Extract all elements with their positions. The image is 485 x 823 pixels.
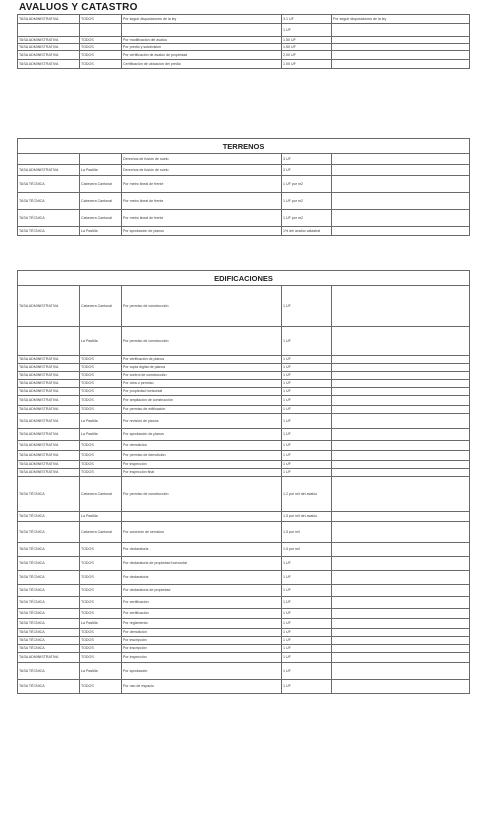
table-row [18,176,470,193]
table-cell: Por permiso de construcción [122,477,282,512]
table-cell [332,193,470,210]
table-row [18,637,470,645]
table-cell: TODOS [80,571,122,585]
table-row [18,414,470,429]
table-cell [332,597,470,609]
table-cell [332,645,470,653]
table-cell: Cabecera Cantonal [80,210,122,227]
table-cell: La Pastilla [80,512,122,522]
table-cell: 1 UF [282,619,332,629]
table-cell: 3 UF [282,165,332,176]
table-cell: TASA TÉCNICA [18,680,80,694]
table-cell [332,60,470,69]
table-cell: TASA ADMINISTRATIVA [18,286,80,327]
table-cell: La Pastilla [80,663,122,680]
table-cell: La Pastilla [80,327,122,356]
table-cell: TODOS [80,597,122,609]
table-cell: TODOS [80,461,122,469]
table-cell: TASA TÉCNICA [18,571,80,585]
table-row [18,327,470,356]
table-cell: 1 UF [282,380,332,388]
table-cell: TODOS [80,543,122,557]
edificaciones-header: EDIFICACIONES [18,271,470,286]
table-row [18,451,470,461]
table-cell [18,154,80,165]
table-row [18,680,470,694]
table-cell: 1 UF [282,663,332,680]
table-cell [332,619,470,629]
table-cell [332,522,470,543]
table-row [18,44,470,51]
table-cell: 1 UF [282,429,332,441]
table-cell: Por demolición [122,629,282,637]
page-title: AVALUOS Y CATASTRO [19,2,138,13]
table-row [18,388,470,396]
table-cell: TODOS [80,44,122,51]
table-cell: TODOS [80,637,122,645]
table-cell [332,414,470,429]
table-cell: 1.50 UF [282,37,332,44]
table-cell: TASA ADMINISTRATIVA [18,51,80,60]
table-cell: Por conexión de servicios [122,522,282,543]
table-row [18,193,470,210]
table-cell: Cabecera Cantonal [80,477,122,512]
table-row [18,406,470,414]
table-cell: TODOS [80,388,122,396]
table-cell: TASA ADMINISTRATIVA [18,388,80,396]
table-cell: Por metro lineal de frente [122,176,282,193]
table-cell: 1 UF [282,388,332,396]
table-cell: TASA TÉCNICA [18,629,80,637]
table-cell: TASA ADMINISTRATIVA [18,364,80,372]
table-cell [332,356,470,364]
table-cell: TODOS [80,557,122,571]
table-row [18,286,470,327]
table-cell [332,653,470,663]
table-cell: Por verificación de planos [122,356,282,364]
table-cell: Por permiso de edificación [122,406,282,414]
table-cell: Por certificación de avalúo de propiedad [122,51,282,60]
table-row [18,522,470,543]
table-cell: 1 UF [282,372,332,380]
table-cell: TASA ADMINISTRATIVA [18,406,80,414]
table-cell: TASA ADMINISTRATIVA [18,653,80,663]
table-cell [332,543,470,557]
table-cell: Por certificación [122,609,282,619]
table-cell: TASA TÉCNICA [18,522,80,543]
table-cell: Por aprobación [122,663,282,680]
table-cell [332,396,470,406]
table-row [18,227,470,236]
table-cell [332,477,470,512]
table-cell: TODOS [80,451,122,461]
table-cell: TASA ADMINISTRATIVA [18,429,80,441]
table-cell: TODOS [80,645,122,653]
table-cell: TASA ADMINISTRATIVA [18,461,80,469]
table-cell [332,227,470,236]
table-cell: Por seguir disposiciones de la ley [122,15,282,24]
table-row [18,364,470,372]
table-row [18,477,470,512]
table-cell [332,37,470,44]
table-cell: TASA TÉCNICA [18,227,80,236]
table-cell: TASA TÉCNICA [18,512,80,522]
table-cell: TASA ADMINISTRATIVA [18,60,80,69]
table-cell: Cabecera Cantonal [80,193,122,210]
table-cell: 1.00 UF [282,60,332,69]
table-cell: 1 UF [282,469,332,477]
table-row [18,609,470,619]
table-cell: Por seguir disposiciones de la ley [332,15,470,24]
table-cell [332,512,470,522]
table-cell: 3.1 UF [282,15,332,24]
table-cell [332,51,470,60]
table-row [18,469,470,477]
table-cell: TODOS [80,629,122,637]
table-cell: 1 UF [282,356,332,364]
table-cell: 1 UF [282,571,332,585]
table-row [18,380,470,388]
avaluos-table [17,14,470,69]
table-cell: 1 UF [282,680,332,694]
table-row [18,37,470,44]
table-cell: Por permiso de construcción [122,286,282,327]
table-cell: 1 UF [282,653,332,663]
table-cell: Por declaratoria [122,571,282,585]
table-cell: TODOS [80,37,122,44]
table-cell [332,44,470,51]
table-cell: Por declaratoria de propiedad horizontal [122,557,282,571]
table-cell: Por copia digital de planos [122,364,282,372]
table-row [18,429,470,441]
table-cell: TASA TÉCNICA [18,645,80,653]
table-row [18,15,470,24]
table-cell: Derechos de fusión de suelo [122,165,282,176]
table-cell: TASA ADMINISTRATIVA [18,356,80,364]
table-cell: Por metro lineal de frente [122,210,282,227]
table-cell: 1 UF [282,597,332,609]
table-cell: 1 UF por m2 [282,193,332,210]
table-cell: Por obra o permiso [122,380,282,388]
table-cell: TASA ADMINISTRATIVA [18,372,80,380]
table-cell: Por revisión de planos [122,414,282,429]
table-cell: 1 UF [282,637,332,645]
table-cell: TASA TÉCNICA [18,557,80,571]
table-row [18,629,470,637]
table-cell: Cabecera Cantonal [80,286,122,327]
table-cell [332,176,470,193]
table-cell: 1 UF por m2 [282,210,332,227]
table-row [18,51,470,60]
table-row [18,557,470,571]
table-row [18,653,470,663]
table-cell: 1.5 por mil [282,543,332,557]
table-cell [332,461,470,469]
table-cell: TODOS [80,609,122,619]
table-cell [18,24,80,37]
edificaciones-table [17,270,470,694]
table-cell [332,469,470,477]
table-cell: TASA TÉCNICA [18,619,80,629]
table-cell [332,571,470,585]
table-cell: Por declaratoria [122,543,282,557]
table-cell: La Pastilla [80,165,122,176]
table-cell: TASA ADMINISTRATIVA [18,469,80,477]
table-cell: Por modificación del avalúo [122,37,282,44]
table-row [18,372,470,380]
table-cell: TODOS [80,396,122,406]
table-cell: Derechos de fusión de suelo [122,154,282,165]
table-cell: 1 UF [282,609,332,619]
table-cell: TASA ADMINISTRATIVA [18,15,80,24]
table-cell: La Pastilla [80,619,122,629]
table-cell: TODOS [80,364,122,372]
table-cell: Certificación de ubicación del predio [122,60,282,69]
table-row [18,60,470,69]
table-cell: 1 UF [282,585,332,597]
table-cell [332,557,470,571]
table-cell: TASA ADMINISTRATIVA [18,37,80,44]
table-cell [332,286,470,327]
table-cell [332,609,470,619]
table-cell [332,406,470,414]
table-cell: TODOS [80,680,122,694]
table-cell: 1 UF [282,364,332,372]
table-cell: TASA ADMINISTRATIVA [18,165,80,176]
table-cell [332,585,470,597]
table-cell [332,380,470,388]
table-cell: 1.2 por mil del avalúo [282,477,332,512]
table-cell: TASA ADMINISTRATIVA [18,396,80,406]
table-cell: TASA TÉCNICA [18,663,80,680]
table-cell: TODOS [80,653,122,663]
table-cell: Por declaratoria de propiedad [122,585,282,597]
table-cell: Por inscripción [122,645,282,653]
table-cell [332,210,470,227]
table-row [18,165,470,176]
table-row [18,645,470,653]
table-cell: Por permiso de demolición [122,451,282,461]
table-cell: TODOS [80,15,122,24]
table-cell [332,388,470,396]
table-cell: 1 UF [282,441,332,451]
table-cell: 1 UF [282,461,332,469]
table-cell: TODOS [80,469,122,477]
table-row [18,619,470,629]
table-cell: TODOS [80,60,122,69]
table-cell [80,24,122,37]
table-cell: La Pastilla [80,227,122,236]
table-cell [332,637,470,645]
table-cell: TASA ADMINISTRATIVA [18,414,80,429]
table-row [18,210,470,227]
table-cell [332,629,470,637]
table-cell: TASA ADMINISTRATIVA [18,451,80,461]
table-cell [332,441,470,451]
table-cell [18,327,80,356]
table-row [18,571,470,585]
table-cell: TASA ADMINISTRATIVA [18,44,80,51]
table-cell: 1 UF [282,286,332,327]
table-cell: La Pastilla [80,414,122,429]
table-cell: Por predio y subdivisión [122,44,282,51]
table-cell [122,512,282,522]
table-cell [122,24,282,37]
table-cell [332,327,470,356]
table-row [18,597,470,609]
table-cell: 1 UF [282,451,332,461]
terrenos-table [17,138,470,236]
table-cell: TASA TÉCNICA [18,477,80,512]
table-cell: Cabecera Cantonal [80,522,122,543]
table-cell: TASA ADMINISTRATIVA [18,441,80,451]
table-cell: Por inspección [122,653,282,663]
table-cell: Por reglamento [122,619,282,629]
table-cell: Por inscripción [122,637,282,645]
table-cell: TODOS [80,585,122,597]
table-cell: Por propiedad horizontal [122,388,282,396]
table-row [18,356,470,364]
table-cell: TODOS [80,441,122,451]
table-cell: TASA TÉCNICA [18,210,80,227]
table-cell: Por metro lineal de frente [122,193,282,210]
table-cell: TASA TÉCNICA [18,609,80,619]
table-cell: Por inspección final [122,469,282,477]
table-row [18,441,470,451]
table-cell [80,154,122,165]
table-cell: Por uso de espacio [122,680,282,694]
table-cell: TASA TÉCNICA [18,585,80,597]
table-cell: Por aprobación de planos [122,227,282,236]
table-cell: TASA TÉCNICA [18,176,80,193]
table-cell: 1.5 por mil del avalúo [282,512,332,522]
table-cell: TODOS [80,51,122,60]
table-cell [332,429,470,441]
table-row [18,461,470,469]
table-row [18,154,470,165]
table-cell: TASA TÉCNICA [18,193,80,210]
table-cell [332,165,470,176]
table-cell: TODOS [80,356,122,364]
table-cell: TASA TÉCNICA [18,597,80,609]
table-row [18,24,470,37]
table-cell [332,451,470,461]
table-cell: 1.50 UF [282,44,332,51]
table-cell: 2.00 UF [282,51,332,60]
table-row [18,543,470,557]
table-cell: 3 UF [282,154,332,165]
table-cell: 1 UF [282,406,332,414]
table-cell: TODOS [80,406,122,414]
table-cell: TASA ADMINISTRATIVA [18,380,80,388]
table-cell [332,372,470,380]
table-cell [332,154,470,165]
table-cell: Por ampliación de construcción [122,396,282,406]
table-cell: 1 UF por m2 [282,176,332,193]
table-cell: Por control de construcción [122,372,282,380]
table-cell: 1 UF [282,645,332,653]
table-cell [332,663,470,680]
table-row [18,585,470,597]
terrenos-header: TERRENOS [18,139,470,154]
table-cell: 1 UF [282,327,332,356]
table-cell [332,24,470,37]
table-row [18,663,470,680]
table-cell: Por certificación [122,597,282,609]
table-cell [332,364,470,372]
table-cell [332,680,470,694]
table-cell: 1 UF [282,24,332,37]
table-cell: 1.5 por mil [282,522,332,543]
table-cell: 1 UF [282,629,332,637]
table-cell: TASA TÉCNICA [18,637,80,645]
table-cell: Por demolición [122,441,282,451]
table-cell: TODOS [80,380,122,388]
table-cell: 1 UF [282,396,332,406]
table-cell: TODOS [80,372,122,380]
table-cell: Cabecera Cantonal [80,176,122,193]
table-cell: 1% del avalúo catastral [282,227,332,236]
table-row [18,396,470,406]
table-row [18,512,470,522]
table-cell: La Pastilla [80,429,122,441]
table-cell: 1 UF [282,414,332,429]
table-cell: Por inspección [122,461,282,469]
table-cell: Por aprobación de planos [122,429,282,441]
table-cell: 1 UF [282,557,332,571]
table-cell: Por permiso de construcción [122,327,282,356]
table-cell: TASA TÉCNICA [18,543,80,557]
